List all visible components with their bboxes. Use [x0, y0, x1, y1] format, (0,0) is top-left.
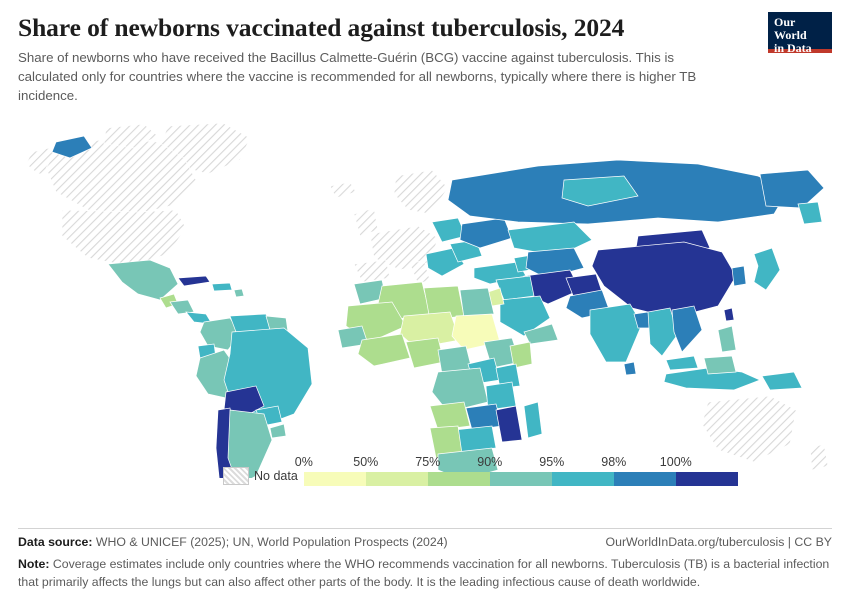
region-scandinavia[interactable] [394, 170, 448, 214]
region-japan[interactable] [754, 248, 780, 290]
region-madagascar[interactable] [524, 402, 542, 438]
legend-tick-2: 75% [415, 454, 441, 469]
legend-tick-1: 50% [353, 454, 379, 469]
legend-bin-6[interactable] [676, 472, 738, 486]
no-data-swatch [223, 467, 249, 485]
footer-source-row [18, 535, 832, 549]
region-cuba[interactable] [178, 276, 210, 286]
legend-tick-0: 0% [294, 454, 313, 469]
attribution-link[interactable]: OurWorldInData.org/tuberculosis | CC BY [605, 535, 832, 550]
chart-footer [18, 528, 832, 592]
region-philippines[interactable] [718, 326, 736, 352]
legend-bin-4[interactable] [552, 472, 614, 486]
data-source-text: WHO & UNICEF (2025); UN, World Population Prospects (2024) [95, 535, 448, 550]
owid-logo-line1: Our World [774, 15, 807, 42]
region-korea[interactable] [732, 266, 746, 286]
region-mozambique[interactable] [496, 406, 522, 442]
region-iberia[interactable] [354, 260, 390, 282]
owid-logo[interactable] [768, 12, 832, 53]
legend-bin-2[interactable] [428, 472, 490, 486]
legend-tick-6: 100% [659, 454, 692, 469]
region-usa[interactable] [62, 210, 186, 266]
page-title: Share of newborns vaccinated against tuberculosis, 2024 [18, 13, 625, 42]
legend-tick-3: 90% [477, 454, 503, 469]
world-map[interactable] [18, 118, 832, 483]
map-legend [223, 455, 738, 486]
region-new-zealand[interactable] [810, 444, 828, 470]
note-label: Note: [18, 557, 50, 572]
chart-note [18, 556, 832, 592]
footer-divider [18, 528, 832, 529]
region-zambia-malawi[interactable] [466, 404, 502, 430]
note-text: Coverage estimates include only countries where the WHO recommends vaccination for all newborns. Tuberculosis (TB) is a bacterial infection that primarily affects the lungs but can also affect other parts of the body. It is the leading infectious cause of death worldwide. [18, 557, 830, 590]
chart-subtitle: Share of newborns who have received the Bacillus Calmette-Guérin (BCG) vaccine against tuberculosis. This is calculated only for countries where the vaccine is recommended for all newborns, typically where there is higher TB incidence. [18, 50, 697, 103]
legend-bin-0[interactable] [304, 472, 366, 486]
region-papua-new-guinea[interactable] [762, 372, 802, 390]
region-taiwan[interactable] [724, 308, 734, 321]
region-caribbean-small[interactable] [234, 289, 244, 297]
region-malaysia[interactable] [666, 356, 698, 370]
region-hispaniola[interactable] [212, 283, 232, 291]
legend-bin-3[interactable] [490, 472, 552, 486]
legend-tick-labels [294, 454, 738, 470]
region-mexico[interactable] [108, 260, 178, 300]
region-iceland[interactable] [330, 182, 356, 198]
legend-tick-5: 98% [601, 454, 627, 469]
region-india[interactable] [590, 304, 642, 362]
region-kamchatka[interactable] [798, 202, 822, 224]
region-australia[interactable] [702, 396, 796, 462]
legend-color-bars[interactable] [304, 472, 738, 486]
legend-tick-4: 95% [539, 454, 565, 469]
region-uruguay[interactable] [270, 424, 286, 438]
legend-bin-1[interactable] [366, 472, 428, 486]
region-italy[interactable] [410, 260, 430, 284]
region-somalia[interactable] [510, 342, 532, 368]
region-vietnam-laos[interactable] [672, 306, 702, 352]
data-source-label: Data source: [18, 535, 93, 550]
data-source [18, 535, 448, 549]
region-sri-lanka[interactable] [624, 362, 636, 375]
region-borneo[interactable] [704, 356, 736, 374]
legend-bin-5[interactable] [614, 472, 676, 486]
region-uk-ireland[interactable] [354, 208, 378, 236]
no-data-label: No data [254, 468, 298, 483]
chart-header [18, 14, 832, 106]
owid-logo-line2: in Data [774, 40, 812, 55]
region-honduras-nicaragua[interactable] [170, 300, 194, 314]
legend-no-data[interactable] [223, 467, 298, 486]
legend-scale [294, 454, 738, 486]
region-egypt[interactable] [460, 288, 494, 318]
region-angola[interactable] [430, 402, 470, 430]
